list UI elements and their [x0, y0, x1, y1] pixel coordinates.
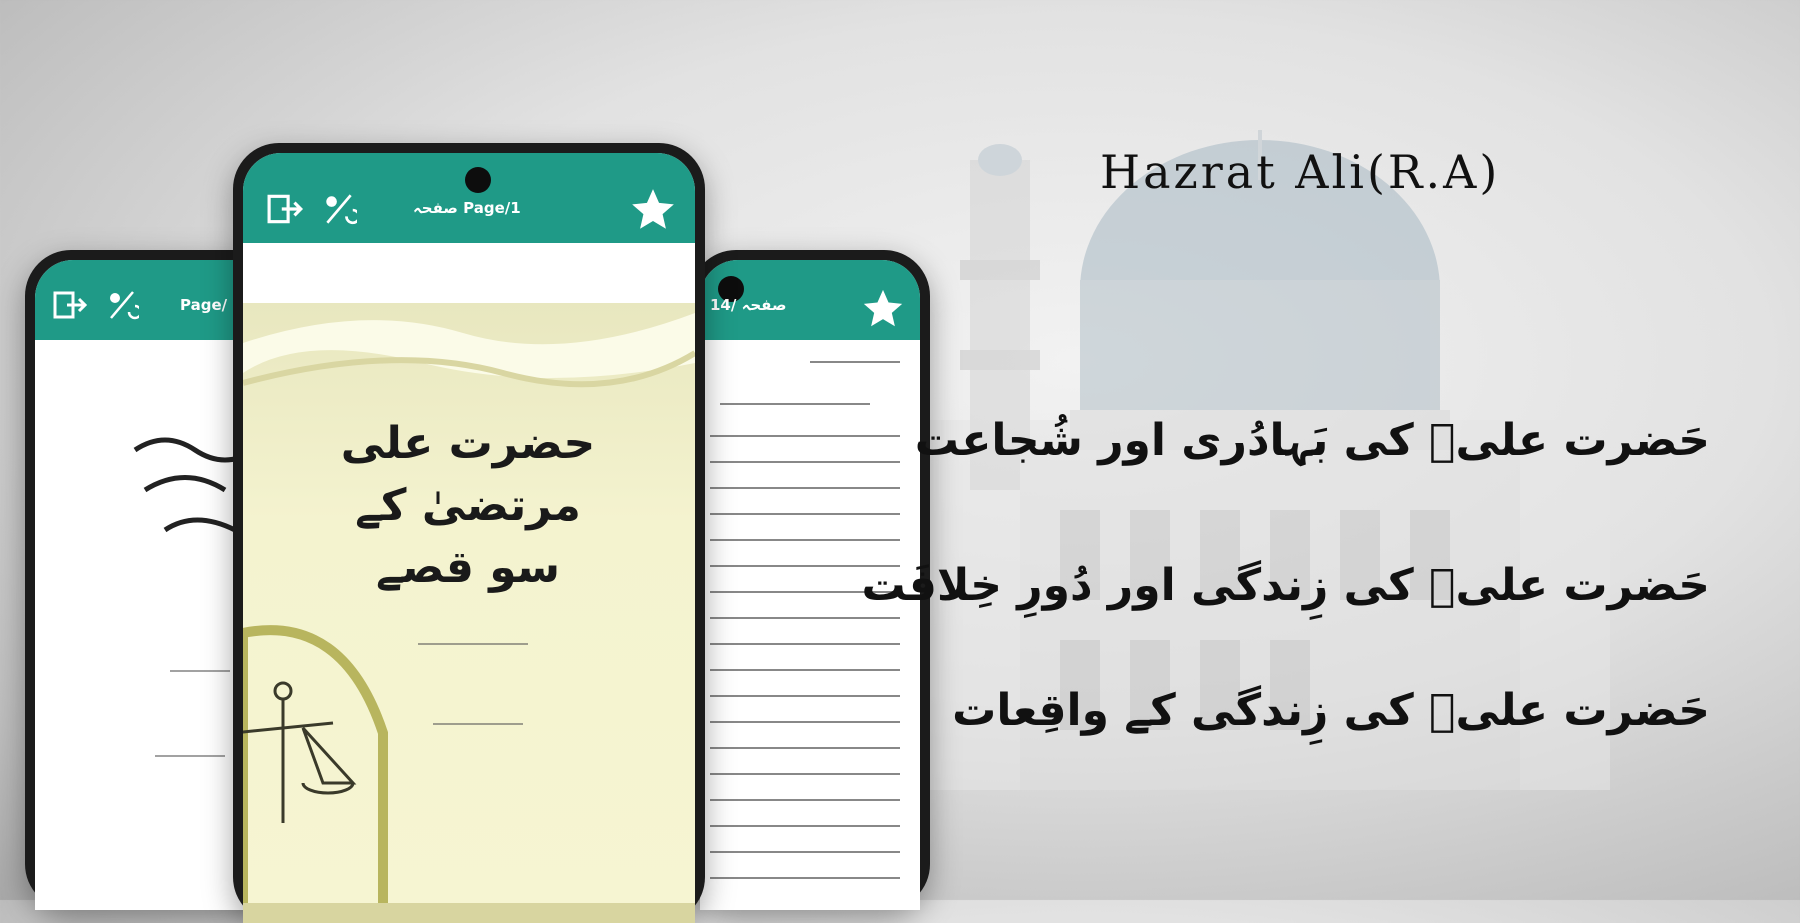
author-line: [418, 643, 528, 645]
cover-art: [243, 303, 695, 923]
page-title: صفحہ /14: [710, 296, 787, 314]
app-headline: Hazrat Ali(R.A): [1100, 145, 1501, 199]
camera-hole: [465, 167, 491, 193]
exit-icon[interactable]: [53, 290, 89, 320]
tagline-3: حَضرت علیؓ کی زِندگی کے واقِعات: [952, 685, 1710, 736]
cover-title: حضرت علی مرتضیٰ کے سو قصے: [340, 418, 596, 593]
app-bar: [243, 153, 695, 243]
star-icon[interactable]: [628, 185, 678, 235]
brightness-icon[interactable]: [321, 191, 357, 227]
page-title: صفحہ Page/1: [413, 199, 521, 217]
page-title: Page/: [180, 296, 228, 314]
exit-icon[interactable]: [267, 193, 305, 225]
phone-center: [233, 143, 705, 923]
tagline-1: حَضرت علیؓ کی بَہادُری اور شُجاعت: [914, 415, 1710, 466]
text-line: [170, 670, 230, 672]
book-cover: [243, 303, 695, 923]
star-icon[interactable]: [860, 286, 906, 332]
book-page: [700, 340, 920, 910]
tagline-2: حَضرت علیؓ کی زِندگی اور دُورِ خِلافَت: [861, 560, 1710, 611]
brightness-icon[interactable]: [105, 288, 139, 322]
text-line: [155, 755, 225, 757]
urdu-text-block: [700, 354, 920, 910]
phone-center-screen: [243, 153, 695, 923]
publisher-line: [433, 723, 523, 725]
app-bar: [700, 260, 920, 340]
